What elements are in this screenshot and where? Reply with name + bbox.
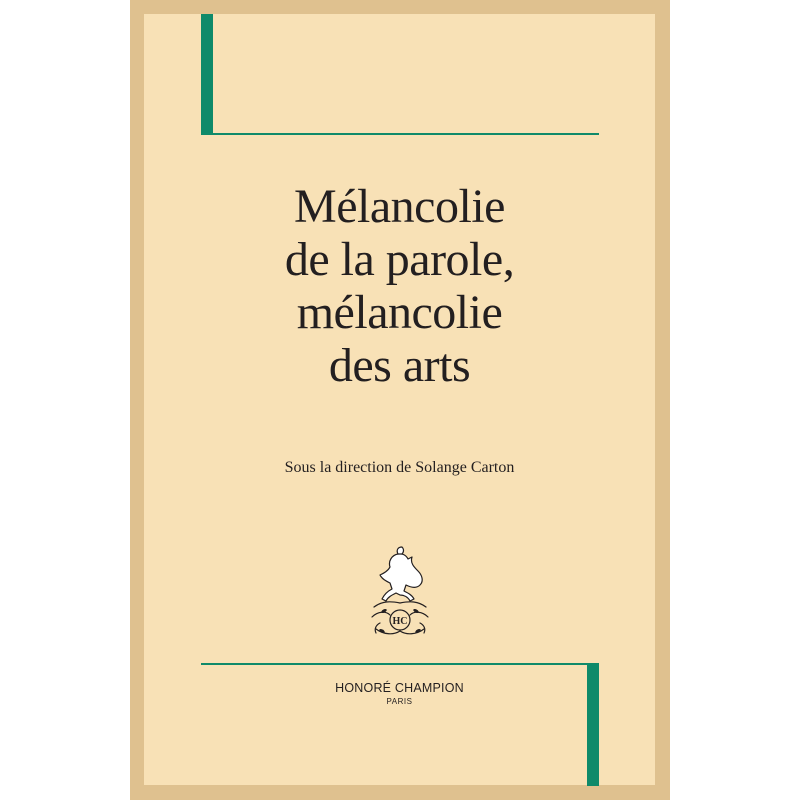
book-cover (144, 14, 655, 785)
publisher-name: HONORÉ CHAMPION (335, 681, 464, 695)
title-line: de la parole, (284, 233, 515, 286)
logo-monogram: HC (392, 616, 408, 627)
title-line: mélancolie (296, 286, 503, 339)
book-title (144, 180, 655, 392)
accent-bar-top-horizontal (213, 133, 599, 135)
editor-credit: Sous la direction de Solange Carton (284, 459, 515, 476)
horse-emblem-icon (360, 545, 440, 640)
accent-bar-bottom-horizontal (201, 663, 587, 665)
title-line: des arts (328, 339, 471, 392)
publisher-city: PARIS (386, 697, 413, 706)
accent-bar-top-vertical (201, 14, 213, 135)
title-line: Mélancolie (294, 180, 505, 233)
